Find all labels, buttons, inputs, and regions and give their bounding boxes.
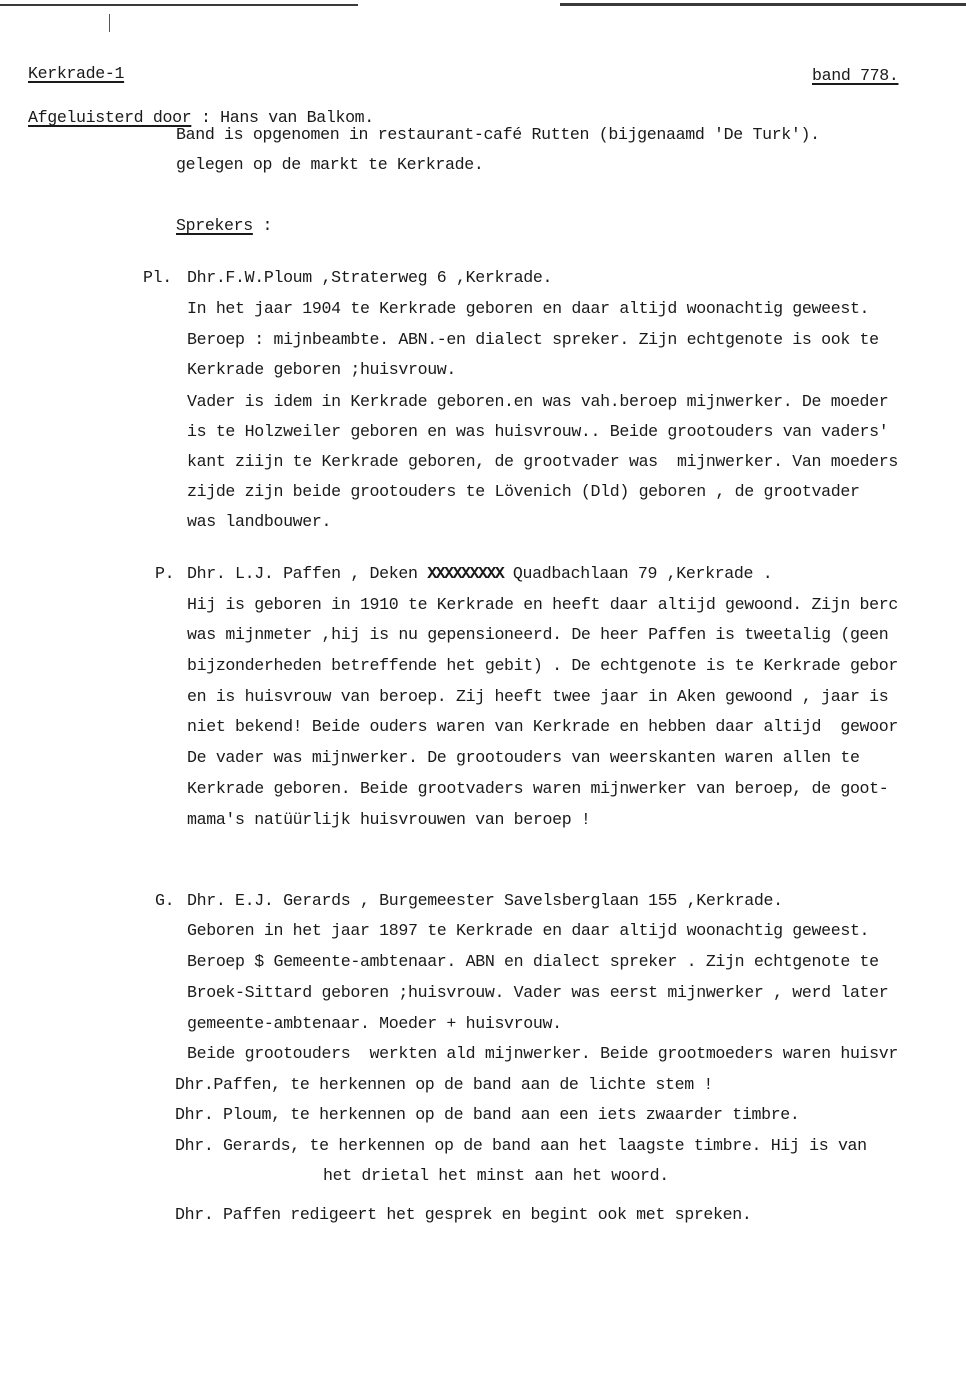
speaker-line: kant ziijn te Kerkrade geboren, de grootvader was mijnwerker. Van moeders bbox=[187, 452, 898, 471]
speaker-line: Hij is geboren in 1910 te Kerkrade en heeft daar altijd gewoond. Zijn berc bbox=[187, 595, 898, 614]
speakers-heading-sep: : bbox=[252, 216, 273, 235]
speaker-line: Dhr. E.J. Gerards , Burgemeester Savelsberglaan 155 ,Kerkrade. bbox=[187, 891, 783, 910]
listener-name: Hans van Balkom. bbox=[220, 108, 374, 127]
speaker-line: niet bekend! Beide ouders waren van Kerkrade en hebben daar altijd gewoor bbox=[187, 717, 898, 736]
speaker-line: Beroep : mijnbeambte. ABN.-en dialect spreker. Zijn echtgenote is ook te bbox=[187, 330, 879, 349]
speaker-line: Geboren in het jaar 1897 te Kerkrade en daar altijd woonachtig geweest. bbox=[187, 921, 870, 940]
speaker-line: is te Holzweiler geboren en was huisvrouw.. Beide grootouders van vaders' bbox=[187, 422, 889, 441]
speaker-address-post: Quadbachlaan 79 ,Kerkrade . bbox=[503, 564, 773, 583]
speaker-line: Dhr.F.W.Ploum ,Straterweg 6 ,Kerkrade. bbox=[187, 268, 553, 287]
struck-text: XXXXXXXXX bbox=[427, 564, 504, 583]
speaker-line: Kerkrade geboren ;huisvrouw. bbox=[187, 360, 457, 379]
scan-mark bbox=[109, 14, 110, 32]
speaker-line: Beroep $ Gemeente-ambtenaar. ABN en dialect spreker . Zijn echtgenote te bbox=[187, 952, 879, 971]
speaker-line: mama's natüürlijk huisvrouwen van beroep ! bbox=[187, 810, 591, 829]
top-rule-right bbox=[560, 3, 966, 6]
note-line: Dhr. Paffen redigeert het gesprek en begint ook met spreken. bbox=[175, 1205, 752, 1224]
speaker-line: Beide grootouders werkten ald mijnwerker. Beide grootmoeders waren huisvr bbox=[187, 1044, 898, 1063]
note-line: Dhr. Gerards, te herkennen op de band aan het laagste timbre. Hij is van bbox=[175, 1136, 867, 1155]
speaker-address-line bbox=[187, 564, 772, 584]
speaker-line: bijzonderheden betreffende het gebit) . De echtgenote is te Kerkrade gebor bbox=[187, 656, 898, 675]
recording-place: gelegen op de markt te Kerkrade. bbox=[176, 155, 484, 174]
note-line: Dhr. Ploum, te herkennen op de band aan een iets zwaarder timbre. bbox=[175, 1105, 800, 1124]
band-number: band 778. bbox=[812, 66, 899, 85]
speaker-code: Pl. bbox=[143, 268, 172, 287]
top-rule-left bbox=[0, 4, 358, 6]
listener-label: Afgeluisterd door bbox=[28, 108, 192, 127]
document-title: Kerkrade-1 bbox=[28, 64, 125, 83]
speaker-line: gemeente-ambtenaar. Moeder + huisvrouw. bbox=[187, 1014, 562, 1033]
speakers-heading bbox=[176, 216, 272, 236]
speaker-code: G. bbox=[155, 891, 175, 910]
speaker-code: P. bbox=[155, 564, 175, 583]
speaker-line: zijde zijn beide grootouders te Lövenich (Dld) geboren , de grootvader bbox=[187, 482, 860, 501]
speaker-line: In het jaar 1904 te Kerkrade geboren en daar altijd woonachtig geweest. bbox=[187, 299, 870, 318]
speaker-line: was mijnmeter ,hij is nu gepensioneerd. De heer Paffen is tweetalig (geen bbox=[187, 625, 889, 644]
speaker-line: en is huisvrouw van beroep. Zij heeft twee jaar in Aken gewoond , jaar is bbox=[187, 687, 889, 706]
note-line: Dhr.Paffen, te herkennen op de band aan de lichte stem ! bbox=[175, 1075, 714, 1094]
speaker-line: Vader is idem in Kerkrade geboren.en was vah.beroep mijnwerker. De moeder bbox=[187, 392, 889, 411]
recording-location: Band is opgenomen in restaurant-café Rutten (bijgenaamd 'De Turk'). bbox=[176, 125, 820, 144]
speaker-line: Broek-Sittard geboren ;huisvrouw. Vader was eerst mijnwerker , werd later bbox=[187, 983, 889, 1002]
speaker-line: was landbouwer. bbox=[187, 512, 332, 531]
note-line: het drietal het minst aan het woord. bbox=[323, 1166, 669, 1185]
speaker-line: De vader was mijnwerker. De grootouders van weerskanten waren allen te bbox=[187, 748, 860, 767]
speakers-heading-label: Sprekers bbox=[176, 216, 253, 235]
listener-sep: : bbox=[191, 108, 221, 127]
speaker-address-pre: Dhr. L.J. Paffen , Deken bbox=[187, 564, 428, 583]
speaker-line: Kerkrade geboren. Beide grootvaders waren mijnwerker van beroep, de goot- bbox=[187, 779, 889, 798]
